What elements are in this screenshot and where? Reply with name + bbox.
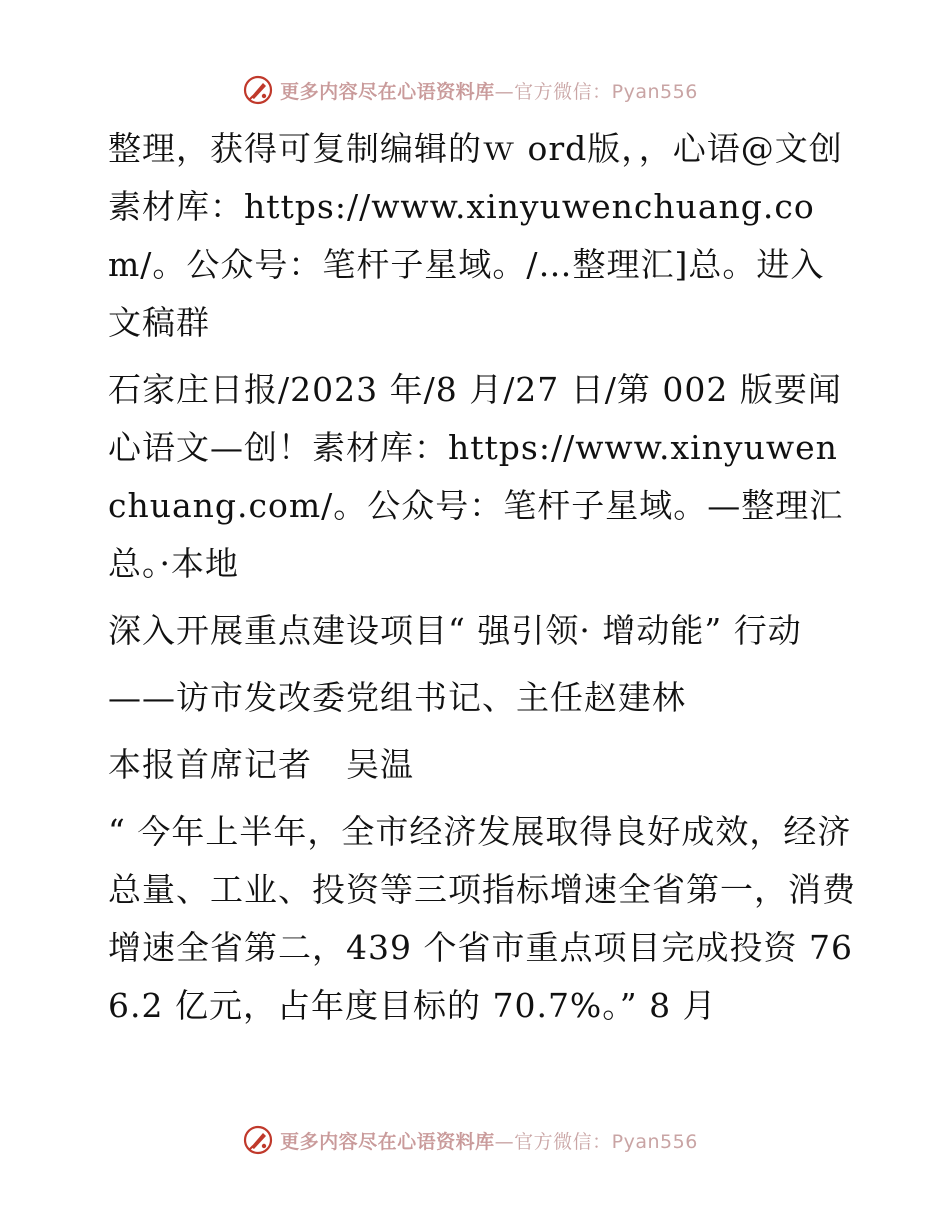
banner-text (280, 77, 698, 104)
banner-slogan: 更多内容尽在心语资料库 (280, 80, 495, 103)
banner-separator-footer: — (494, 1130, 515, 1153)
banner-content-footer (242, 1124, 698, 1156)
quill-pen-seal-icon (242, 1124, 274, 1156)
banner-separator: — (494, 80, 515, 103)
document-body (96, 120, 856, 1044)
banner-content (242, 74, 698, 106)
paragraph-2: 石家庄日报/2023 年/8 月/27 日/第 002 版要闻心语文—创！素材库：https://www.xinyuwenchuang.com/。公众号：笔杆子星域。—整理汇总。·本地 (108, 370, 844, 583)
article-byline: 本报首席记者 吴温 (108, 745, 414, 784)
article-headline: 深入开展重点建设项目“ 强引领· 增动能” 行动 (108, 611, 802, 650)
article-subheadline: ——访市发改委党组书记、主任赵建林 (108, 678, 686, 717)
paragraph-1: 整理，获得可复制编辑的ｗ ord版，，心语@文创素材库：https://www.xinyuwenchuang.com/。公众号：笔杆子星域。/…整理汇]总。进入文稿群 (108, 129, 843, 342)
banner-contact: 官方微信：Pyan556 (514, 80, 698, 103)
header-banner (0, 70, 950, 110)
footer-banner (0, 1120, 950, 1160)
paragraph-body: “ 今年上半年，全市经济发展取得良好成效，经济总量、工业、投资等三项指标增速全省第一，消费增速全省第二，439 个省市重点项目完成投资 766.2 亿元，占年度目标的 70.7%。” 8 月 (108, 812, 856, 1025)
banner-contact-footer: 官方微信：Pyan556 (514, 1130, 698, 1153)
banner-slogan-footer: 更多内容尽在心语资料库 (280, 1130, 495, 1153)
quill-pen-seal-icon (242, 74, 274, 106)
banner-text-footer (280, 1127, 698, 1154)
